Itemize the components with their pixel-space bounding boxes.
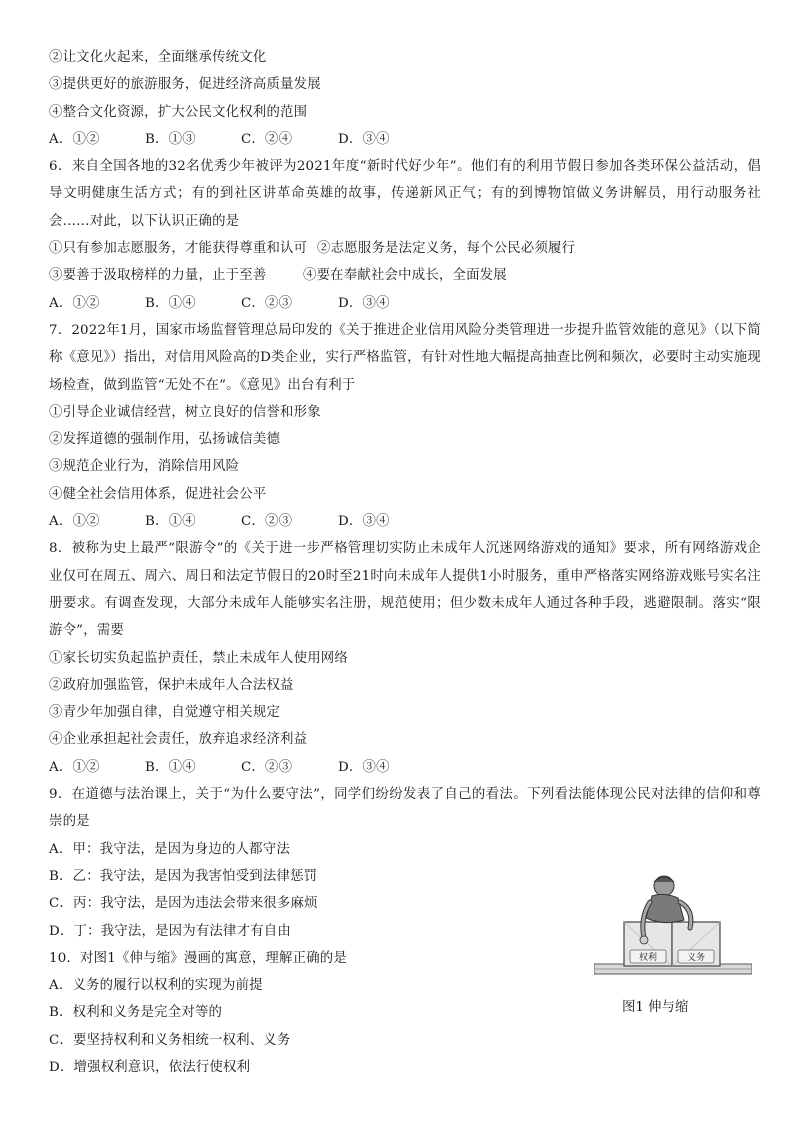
q6-answer-b: B．①④	[145, 295, 196, 311]
q8-answer-c: C．②③	[241, 759, 293, 775]
q9-option-c: C．丙：我守法，是因为违法会带来很多麻烦	[49, 896, 318, 912]
cartoon-illustration	[594, 872, 752, 982]
q6-option-1: ①只有参加志愿服务，才能获得尊重和认可	[49, 241, 308, 257]
q6-option-4: ④要在奉献社会中成长，全面发展	[303, 268, 507, 284]
q9-option-b: B．乙：我守法，是因为我害怕受到法律惩罚	[49, 868, 318, 884]
person-body	[646, 894, 684, 922]
q7-answer-a: A．①②	[49, 514, 100, 530]
q7-option-4: ④健全社会信用体系，促进社会公平	[49, 486, 267, 502]
duties-box-label: 义务	[686, 953, 706, 963]
q6-options-row-2	[49, 262, 761, 289]
q7-option-3: ③规范企业行为，消除信用风险	[49, 459, 240, 475]
q10-stem: 10．对图1《伸与缩》漫画的寓意，理解正确的是	[49, 950, 347, 966]
q10-option-c: C．要坚持权利和义务相统一权利、义务	[49, 1032, 291, 1048]
q6-answer-d: D．③④	[338, 295, 390, 311]
cartoon-figure	[594, 872, 752, 982]
q9-option-a: A．甲：我守法，是因为身边的人都守法	[49, 841, 290, 857]
q7-answer-choices	[49, 508, 761, 535]
q8-answer-d: D．③④	[338, 759, 390, 775]
q5-option-4: ④整合文化资源，扩大公民文化权利的范围	[49, 104, 308, 120]
q8-option-4: ④企业承担起社会责任，放弃追求经济利益	[49, 732, 308, 748]
q9-option-d: D．丁：我守法，是因为有法律才有自由	[49, 923, 291, 939]
person-left-hand	[640, 936, 648, 944]
q10-option-d: D．增强权利意识，依法行使权利	[49, 1059, 251, 1075]
q8-option-1: ①家长切实负起监护责任，禁止未成年人使用网络	[49, 650, 348, 666]
q8-stem: 8．被称为史上最严“限游令”的《关于进一步严格管理切实防止未成年人沉迷网络游戏的通知》要求，所有网络游戏企业仅可在周五、周六、周日和法定节假日的20时至21时向未成年人提供1小时服务，重申严格落实网络游戏账号实名注册要求。有调查发现，大部分未成年人能够实名注册，规范使用；但少数未成年人通过各种手段，逃避限制。落实“限游令”，需要	[49, 541, 761, 639]
rights-box-label: 权利	[638, 953, 658, 963]
q8-answer-a: A．①②	[49, 759, 100, 775]
q7-option-1: ①引导企业诚信经营，树立良好的信誉和形象	[49, 404, 321, 420]
q8-option-2: ②政府加强监管，保护未成年人合法权益	[49, 677, 294, 693]
q6-option-3: ③要善于汲取榜样的力量，止于至善	[49, 268, 267, 284]
q8-answer-b: B．①④	[145, 759, 196, 775]
q6-answer-c: C．②③	[241, 295, 293, 311]
q6-options-row-1	[49, 235, 761, 262]
q10-option-b: B．权利和义务是完全对等的	[49, 1005, 223, 1021]
q5-answer-d: D．③④	[338, 131, 390, 147]
q6-stem: 6．来自全国各地的32名优秀少年被评为2021年度“新时代好少年”。他们有的利用节假日参加各类环保公益活动，倡导文明健康生活方式；有的到社区讲革命英雄的故事，传递新风正气；有的到博物馆做义务讲解员，用行动服务社会……对此，以下认识正确的是	[49, 159, 761, 229]
q5-answer-b: B．①③	[145, 131, 196, 147]
q5-answer-a: A．①②	[49, 131, 100, 147]
figure-caption: 图1 伸与缩	[622, 1000, 689, 1015]
q5-answer-choices	[49, 126, 761, 153]
q5-option-2: ②让文化火起来，全面继承传统文化	[49, 50, 267, 65]
q7-answer-d: D．③④	[338, 514, 390, 530]
q6-answer-choices	[49, 290, 761, 317]
q7-answer-b: B．①④	[145, 514, 196, 530]
q7-stem: 7．2022年1月，国家市场监督管理总局印发的《关于推进企业信用风险分类管理进一步提升监管效能的意见》（以下简称《意见》）指出，对信用风险高的D类企业，实行严格监管，有针对性地大幅提高抽查比例和频次，必要时主动实施现场检查，做到监管“无处不在”。《意见》出台有利于	[49, 322, 761, 393]
q7-option-2: ②发挥道德的强制作用，弘扬诚信美德	[49, 432, 281, 448]
q8-option-3: ③青少年加强自律，自觉遵守相关规定	[49, 705, 281, 721]
q10-option-a: A．义务的履行以权利的实现为前提	[49, 978, 263, 994]
q9-stem: 9．在道德与法治课上，关于“为什么要守法”，同学们纷纷发表了自己的看法。下列看法能体现公民对法律的信仰和尊崇的是	[49, 787, 761, 830]
q6-option-2: ②志愿服务是法定义务，每个公民必须履行	[317, 241, 576, 257]
q5-answer-c: C．②④	[241, 131, 293, 147]
person-hair	[654, 877, 674, 882]
q5-option-3: ③提供更好的旅游服务，促进经济高质量发展	[49, 77, 321, 93]
q6-answer-a: A．①②	[49, 295, 100, 311]
q8-answer-choices	[49, 754, 761, 781]
q7-answer-c: C．②③	[241, 514, 293, 530]
